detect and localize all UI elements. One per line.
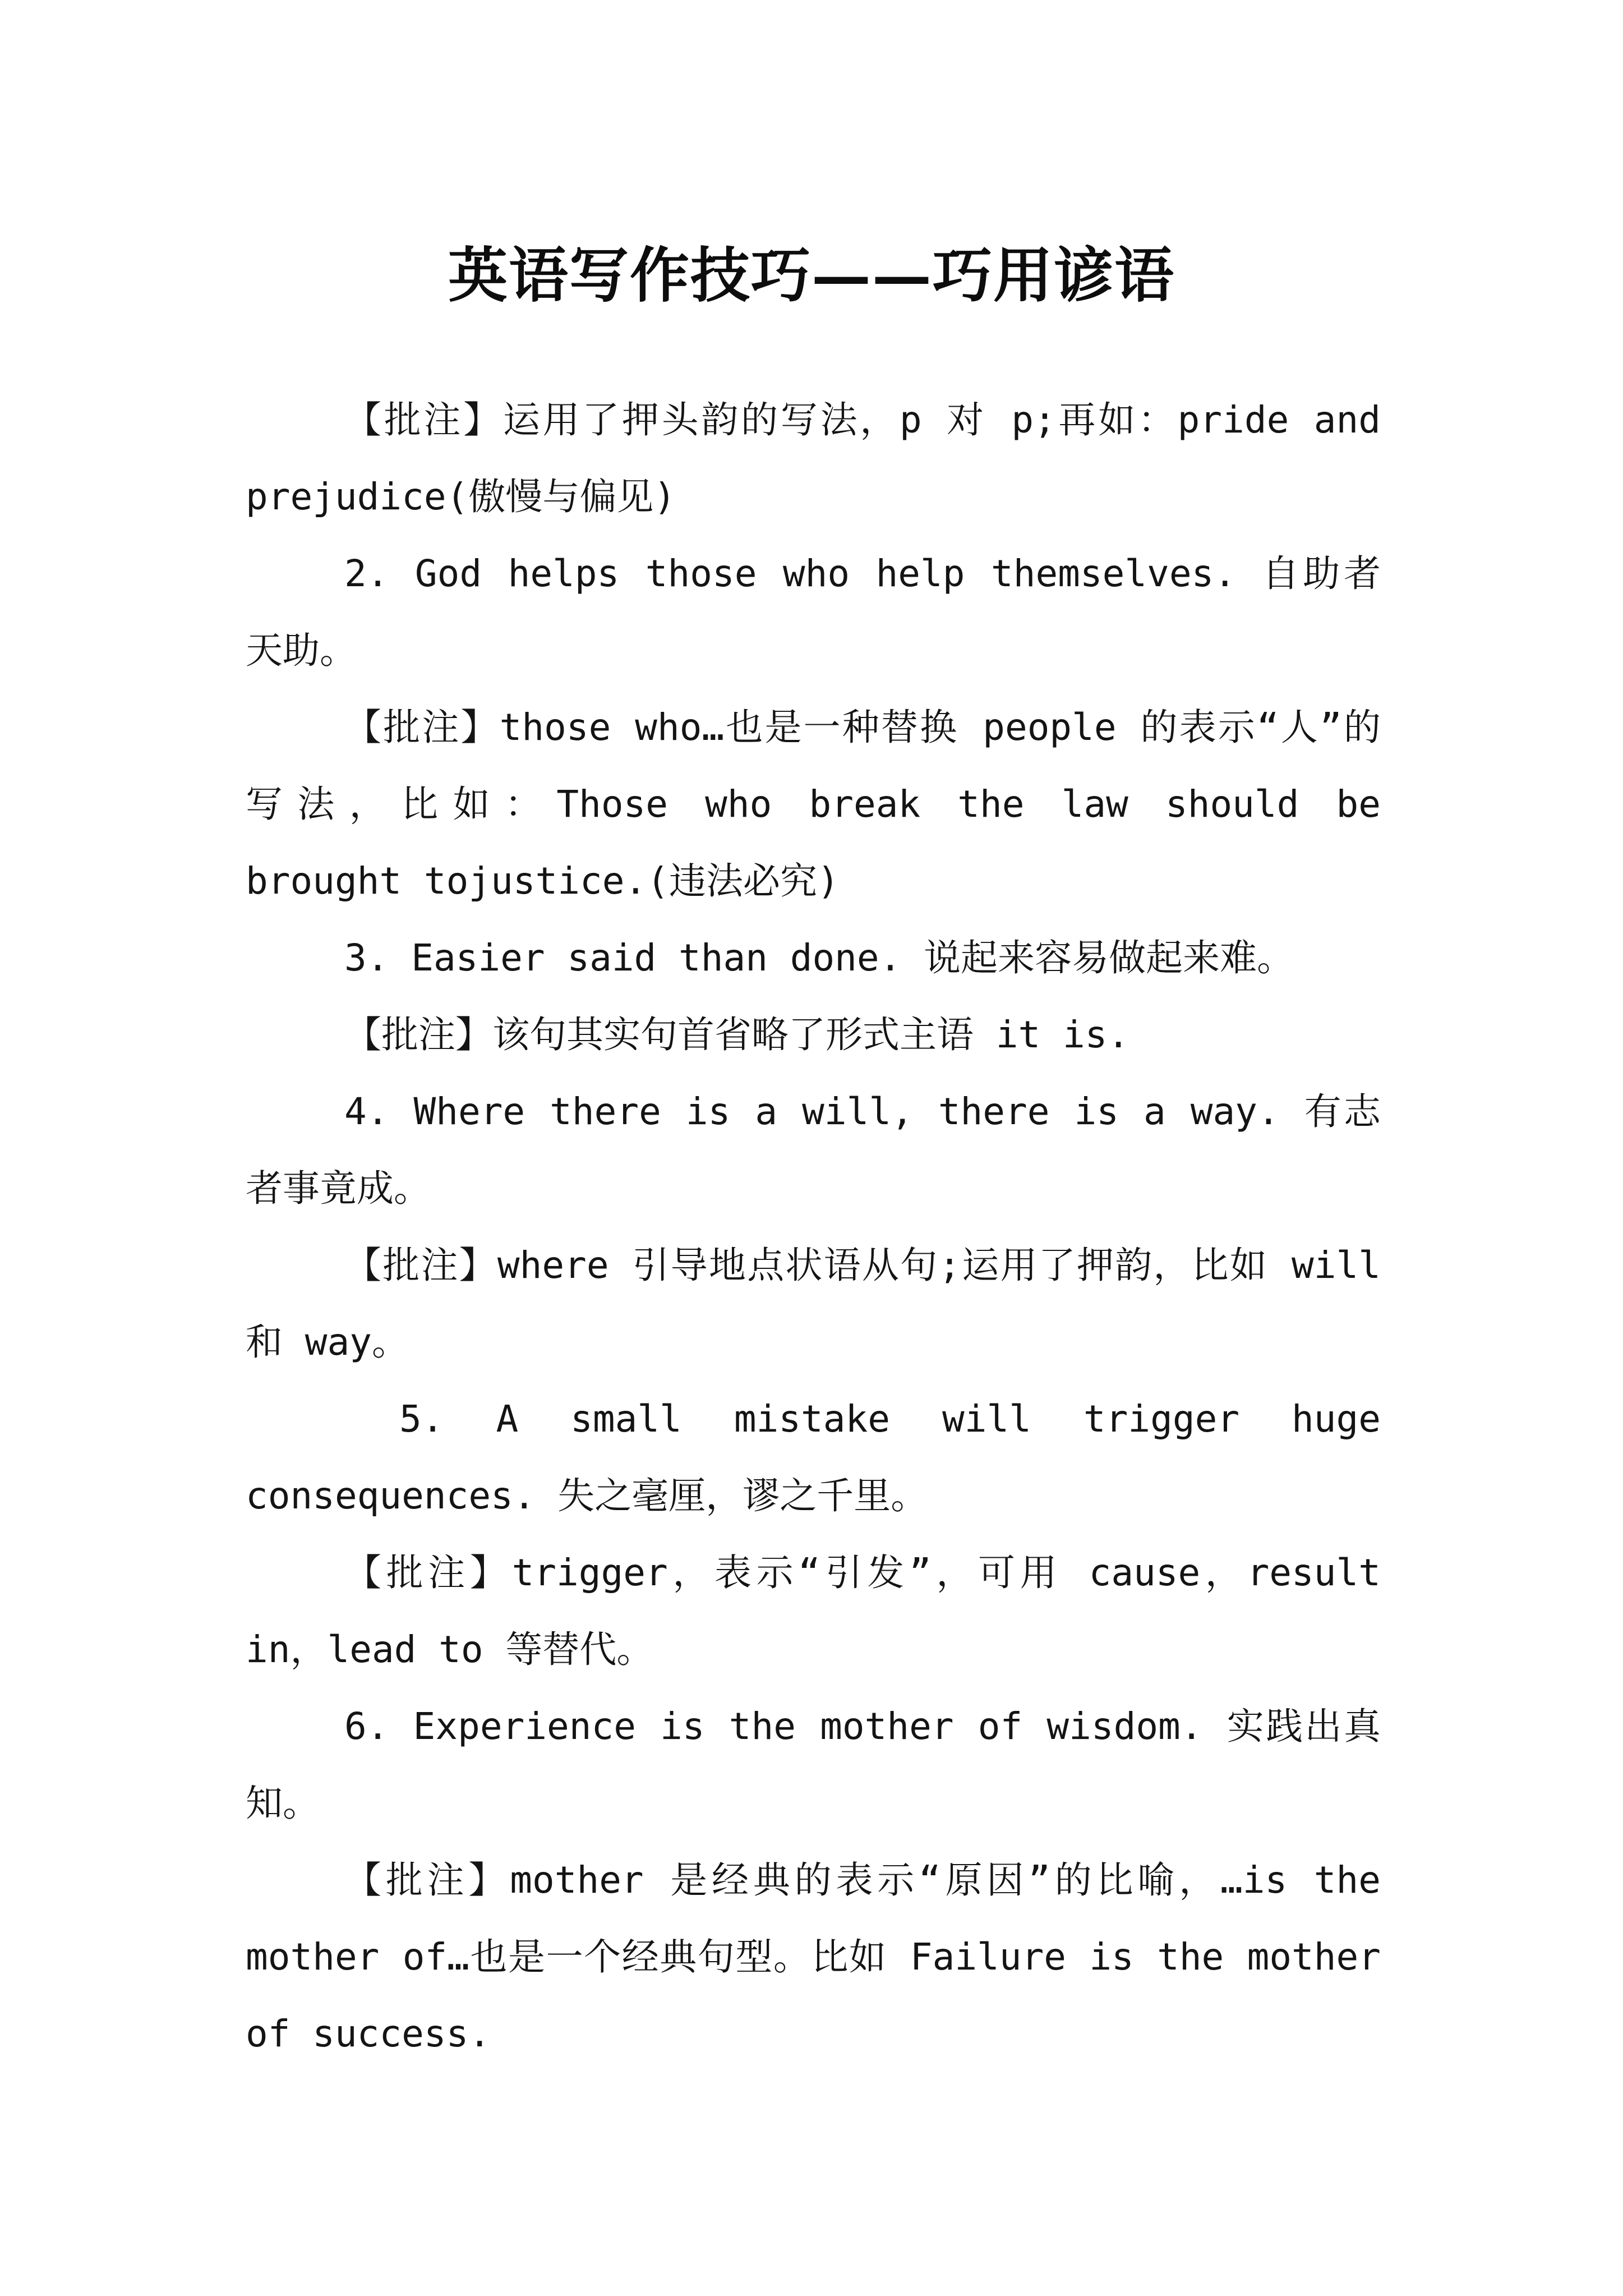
annotation-paragraph-1: 【批注】运用了押头韵的写法，p 对 p;再如：pride and prejudice(傲慢与偏见) <box>246 398 1381 518</box>
proverb-paragraph-4: 4. Where there is a will, there is a way. 有志者事竟成。 <box>246 1090 1381 1210</box>
proverb-paragraph-6: 6. Experience is the mother of wisdom. 实践出真知。 <box>246 1705 1381 1825</box>
annotation-paragraph-4: 【批注】where 引导地点状语从句;运用了押韵，比如 will 和 way。 <box>246 1244 1381 1364</box>
annotation-paragraph-5: 【批注】trigger，表示“引发”，可用 cause，result in，lead to 等替代。 <box>246 1551 1381 1671</box>
document-body <box>246 381 1381 2072</box>
annotation-paragraph-6: 【批注】mother 是经典的表示“原因”的比喻，…is the mother of…也是一个经典句型。比如 Failure is the mother of success. <box>246 1858 1381 2055</box>
annotation-paragraph-3: 【批注】该句其实句首省略了形式主语 it is. <box>344 1013 1130 1056</box>
proverb-paragraph-2: 2. God helps those who help themselves. 自助者天助。 <box>246 552 1381 672</box>
proverb-paragraph-5: 5. A small mistake will trigger huge consequences. 失之毫厘，谬之千里。 <box>246 1397 1381 1517</box>
annotation-paragraph-2: 【批注】those who…也是一种替换 people 的表示“人”的写法，比如：Those who break the law should be brought tojustice.(违法必究) <box>246 706 1381 903</box>
page-title: 英语写作技巧——巧用谚语 <box>448 240 1175 311</box>
proverb-paragraph-3: 3. Easier said than done. 说起来容易做起来难。 <box>344 936 1294 979</box>
